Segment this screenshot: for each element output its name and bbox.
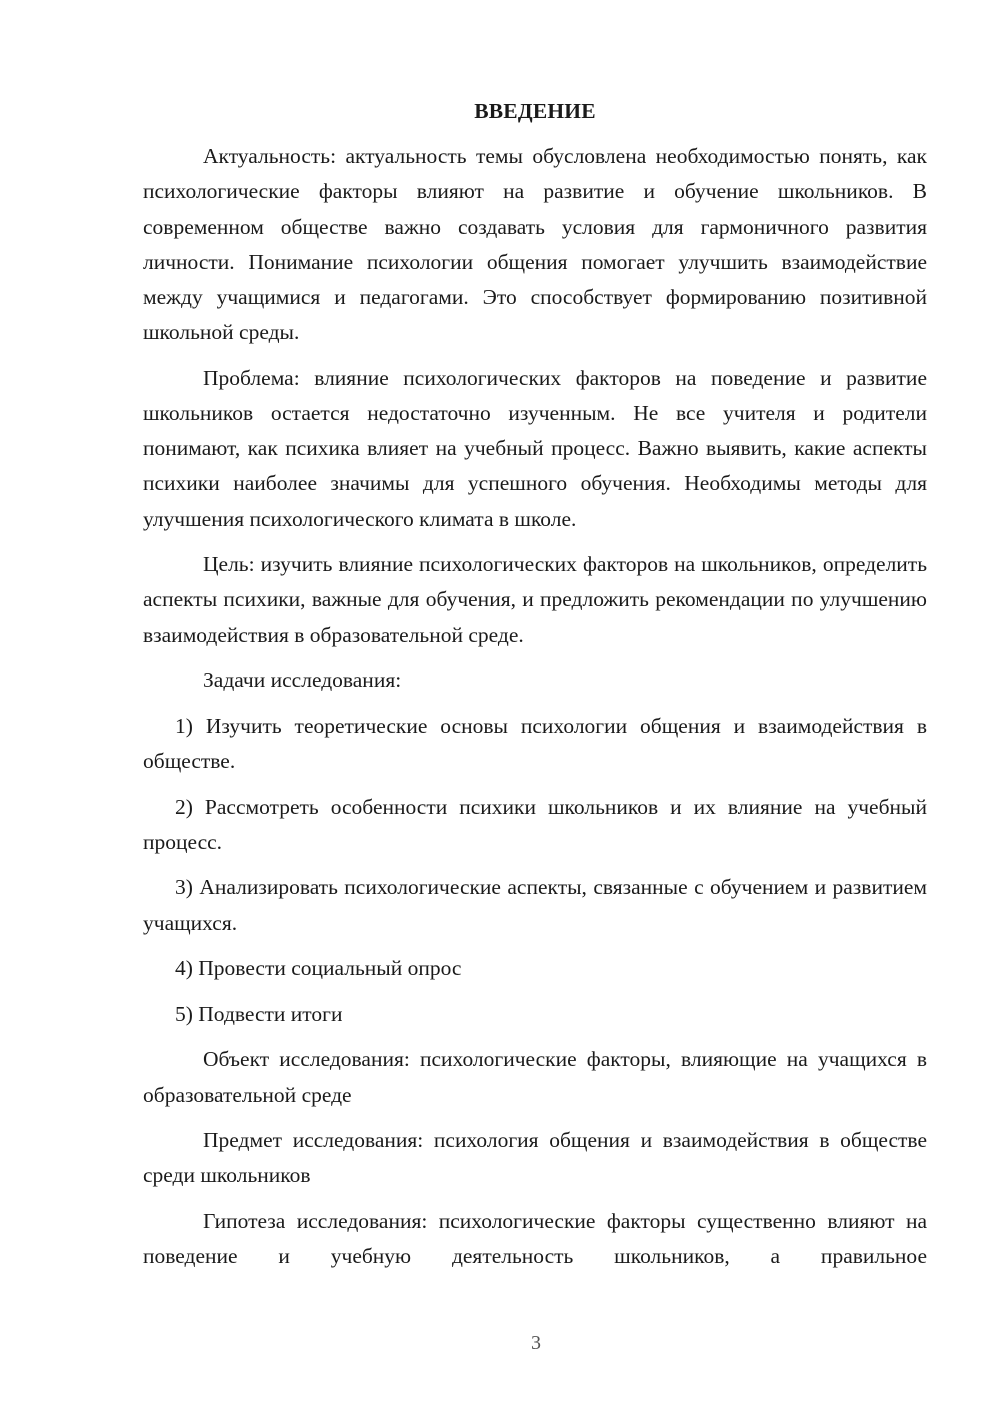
- task-item-3: 3) Анализировать психологические аспекты, связанные с обучением и развитием учащихся.: [143, 875, 927, 935]
- task-item-4: 4) Провести социальный опрос: [175, 956, 462, 981]
- paragraph-problem: Проблема: влияние психологических факторов на поведение и развитие школьников остается недостаточно изученным. Не все учителя и родители понимают, как психика влияет на учебный процесс. Важно выявить, какие аспекты психики наиболее значимы для успешного обучения. Необходимы методы для улучшения психологического климата в школе.: [143, 365, 927, 531]
- page-number: 3: [531, 1332, 541, 1354]
- task-item-2: 2) Рассмотреть особенности психики школьников и их влияние на учебный процесс.: [143, 794, 927, 854]
- paragraph-relevance: Актуальность: актуальность темы обусловлена необходимостью понять, как психологические факторы влияют на развитие и обучение школьников. В современном обществе важно создавать условия для гармоничного развития личности. Понимание психологии общения помогает улучшить взаимодействие между учащимися и педагогами. Это способствует формированию позитивной школьной среды.: [143, 144, 927, 345]
- paragraph-goal: Цель: изучить влияние психологических факторов на школьников, определить аспекты психики, важные для обучения, и предложить рекомендации по улучшению взаимодействия в образовательной среде.: [143, 552, 927, 647]
- section-title: ВВЕДЕНИЕ: [474, 99, 596, 123]
- paragraph-hypothesis: Гипотеза исследования: психологические факторы существенно влияют на поведение и учебную деятельность школьников, а правильное: [143, 1208, 927, 1269]
- page-content: [143, 94, 927, 1285]
- paragraph-tasks-heading: Задачи исследования:: [203, 668, 402, 693]
- paragraph-subject: Предмет исследования: психология общения и взаимодействия в обществе среди школьников: [143, 1128, 927, 1188]
- paragraph-object: Объект исследования: психологические факторы, влияющие на учащихся в образовательной среде: [143, 1047, 927, 1107]
- task-item-5: 5) Подвести итоги: [175, 1001, 343, 1026]
- task-item-1: 1) Изучить теоретические основы психологии общения и взаимодействия в обществе.: [143, 713, 927, 774]
